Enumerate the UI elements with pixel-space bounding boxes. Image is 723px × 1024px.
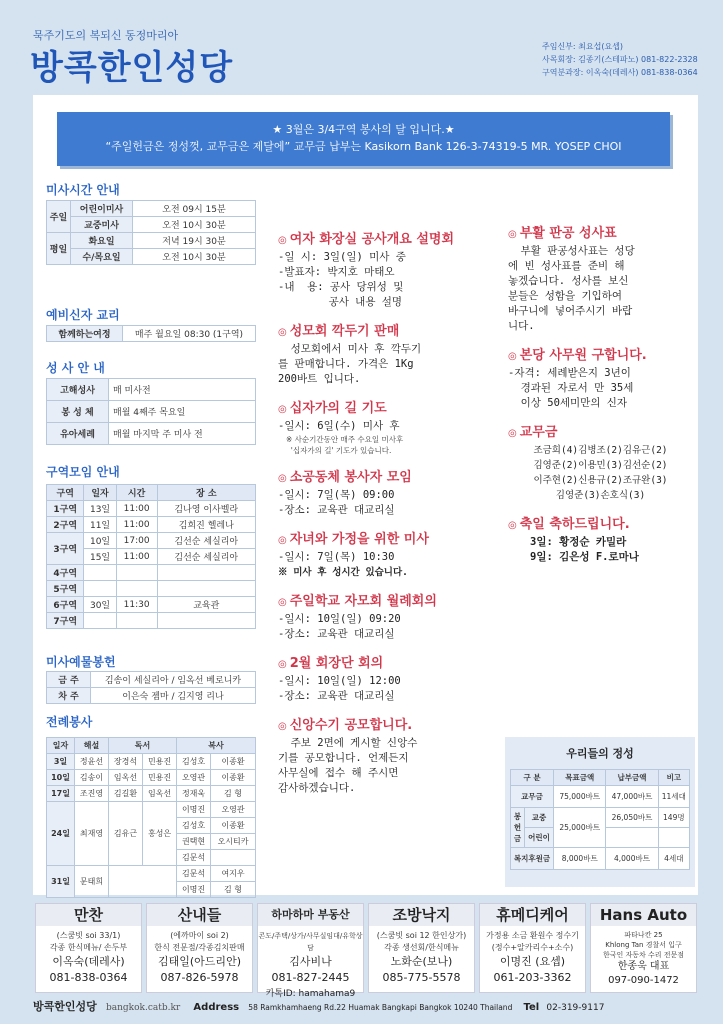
liturgy-title: 전례봉사: [46, 715, 93, 729]
news-title: 성모회 깍두기 판매: [289, 324, 400, 339]
news-item: ◎ 소공동체 봉사자 모임 -일시: 7일(목) 09:00 -장소: 교육관 대교리실: [278, 470, 412, 516]
right-item: ◎ 부활 판공 성사표 부활 판공성사표는 성당 에 빈 성사표를 준비 해 놓겠습니다. 성사를 보신 분들은 성함을 기입하여 바구니에 넣어주시기 바랍 니다.: [508, 226, 635, 332]
donation-table: 구 분 목표금액 납부금액 비고 교무금 75,000바트 47,000바트 11세대 봉 헌 금 교중 25,000바트 26,050바트 149명 어린이 복지후원금 8,000바트 4,000바트 4세대: [510, 769, 690, 870]
banner-line1: ★ 3월은 3/4구역 봉사의 달 입니다.★: [272, 123, 455, 136]
right-title: 본당 사무원 구합니다.: [519, 348, 647, 363]
footer-name: 방콕한인성당: [33, 1000, 97, 1013]
district-table: 구역 일자 시간 장 소 1구역 13일 11:00 김나영 이사벨라 2구역 11일 11:00 김희진 헬레나 3구역 10일 17:00 김선순 세실리아 15일 11:00 김선순 세실리아 4구역 5구역 6구역 30일 11:30 교육관 7구역: [46, 484, 256, 629]
ad-hans-auto: Hans Auto 파타나칸 25 Khlong Tan 경찰서 입구 한국인 자동차 수리 전문점 한종욱 대표 097-090-1472: [590, 903, 697, 993]
ad-manchan: 만찬 (스쿰빗 soi 33/1) 각종 한식메뉴/ 손두부 이옥숙(데레사) 081-838-0364: [35, 903, 142, 993]
news-item: ◎ 2월 회장단 회의 -일시: 10일(일) 12:00 -장소: 교육관 대교리실: [278, 656, 401, 702]
info-president: 사목회장: 김종기(스테파노) 081-822-2328: [542, 55, 698, 64]
mass-title: 미사시간 안내: [46, 183, 120, 197]
right-title: 축일 축하드립니다.: [519, 517, 630, 532]
donation-box: [505, 737, 695, 887]
ad-jobang: 조방낙지 (스쿰빗 soi 12 한인상가) 각종 생선회/한식메뉴 노화순(보나) 085-775-5578: [368, 903, 475, 993]
news-title: 자녀와 가정을 위한 미사: [289, 532, 429, 547]
header-info: [542, 40, 698, 79]
right-item: ◎ 본당 사무원 구합니다. -자격: 세례받은지 3년이 경과된 자로서 만 35세 이상 50세미만의 신자: [508, 348, 647, 409]
news-item: ◎ 자녀와 가정을 위한 미사 -일시: 7일(목) 10:30 ※ 미사 후 성시간 있습니다.: [278, 532, 429, 578]
catechism-title: 예비신자 교리: [46, 308, 120, 322]
footer: [33, 998, 604, 1014]
right-item: ◎ 교무금 조금희(4)김병조(2)김유근(2) 김영준(2)이용민(3)김선순(2) 이주현(2)신용규(2)조규완(3) 김영준(3)손호식(3): [508, 425, 668, 501]
right-item: ◎ 축일 축하드립니다. 3일: 황정순 카밀라 9일: 김은성 F.로마나: [508, 517, 639, 563]
news-title: 주일학교 자모회 월례회의: [289, 594, 437, 609]
offering-title: 미사예물봉헌: [46, 655, 116, 669]
right-title: 교무금: [519, 425, 558, 440]
news-title: 2월 회장단 회의: [289, 656, 384, 671]
offering-table: 금 주 김송이 세실리아 / 임옥선 베로니카 차 주 이은숙 젬마 / 김지영 리나: [46, 671, 256, 704]
ad-sanndeul: 산내들 (에까마이 soi 2) 한식 전문점/각종김치판매 김태일(아드리안) 087-826-5978: [146, 903, 253, 993]
notice-banner: [57, 112, 670, 166]
info-district: 구역분과장: 이옥숙(데레사) 081-838-0364: [542, 68, 698, 77]
footer-tel: 02-319-9117: [546, 1003, 605, 1013]
liturgy-table: 일자 해설 독서 복사 3일 정윤선 장경석 민용진 김성호 이종환 10일 김송이 임옥선 민용진 오영관 이종환 17일 조진영 김길환 임옥선 정재욱 김 형 24일 최재영 김유근 홍성은 이명진 오영관 김성호 이종환 권택현 오시티카 김문석 31일 문태희 김문석 여지우 이명진 김 형: [46, 737, 256, 898]
news-title: 소공동체 봉사자 모임: [289, 470, 412, 485]
sacraments-title: 성 사 안 내: [46, 361, 105, 375]
donation-title: 우리들의 정성: [566, 747, 634, 760]
news-title: 여자 화장실 공사개요 설명회: [289, 232, 455, 247]
news-title: 신앙수기 공모합니다.: [289, 718, 413, 733]
news-item: ◎ 성모회 깍두기 판매 성모회에서 미사 후 깍두기 를 판매합니다. 가격은 1Kg 200바트 입니다.: [278, 324, 422, 385]
news-item: ◎ 신앙수기 공모합니다. 주보 2면에 게시할 신앙수 기를 공모합니다. 언제든지 사무실에 접수 해 주시면 감사하겠습니다.: [278, 718, 418, 794]
news-item: ◎ 십자가의 길 기도 -일시: 6일(수) 미사 후 ※ 사순기간동안 매주 수요일 미사후 '십자가의 길' 기도가 있습니다.: [278, 401, 404, 455]
news-title: 십자가의 길 기도: [289, 401, 387, 416]
news-item: ◎ 주일학교 자모회 월례회의 -일시: 10일(일) 09:20 -장소: 교육관 대교리실: [278, 594, 437, 640]
footer-tel-label: Tel: [523, 1002, 540, 1013]
news-item: ◎ 여자 화장실 공사개요 설명회 -일 시: 3일(일) 미사 중 -발표자: 박지호 마태오 -내 용: 공사 당위성 및 공사 내용 설명: [278, 232, 455, 308]
info-priest: 주임신부: 최요섭(요셉): [542, 42, 624, 51]
ad-humedicare: 휴메디케어 가정용 소금 환원수 정수기 (정수+알카리수+소수) 이명진 (요셉) 061-203-3362: [479, 903, 586, 993]
footer-address-label: Address: [193, 1002, 240, 1013]
mass-table: 주일 어린이미사 오전 09시 15분 교중미사 오전 10시 30분 평일 화요일 저녁 19시 30분 수/목요일 오전 10시 30분: [46, 200, 256, 265]
news-column: [278, 228, 503, 796]
ad-hamahama: 하마하마 부동산 콘도/주택/상가/사무실임대/유학상담 김사비나 081-827-2445 카톡ID: hamahama9: [257, 903, 364, 993]
footer-address: 58 Ramkhamhaeng Rd.22 Huamak Bangkapi Bangkok 10240 Thailand: [248, 1003, 513, 1012]
banner-line2: “주일헌금은 정성껏, 교무금은 제달에” 교무금 납부는 Kasikorn Bank 126-3-74319-5 MR. YOSEP CHOI: [105, 140, 622, 153]
page-title: 방콕한인성당: [30, 48, 234, 88]
district-title: 구역모임 안내: [46, 465, 120, 479]
right-column: [508, 222, 693, 565]
catechism-table: 함께하는여정 매주 월요일 08:30 (1구역): [46, 325, 256, 342]
sacraments-table: 고해성사 매 미사전 봉 성 체 매월 4째주 목요일 유아세례 매월 마지막 주 미사 전: [46, 378, 256, 445]
right-title: 부활 판공 성사표: [519, 226, 617, 241]
footer-web: bangkok.catb.kr: [105, 1003, 181, 1013]
subtitle: 묵주기도의 복되신 동정마리아: [33, 29, 179, 42]
